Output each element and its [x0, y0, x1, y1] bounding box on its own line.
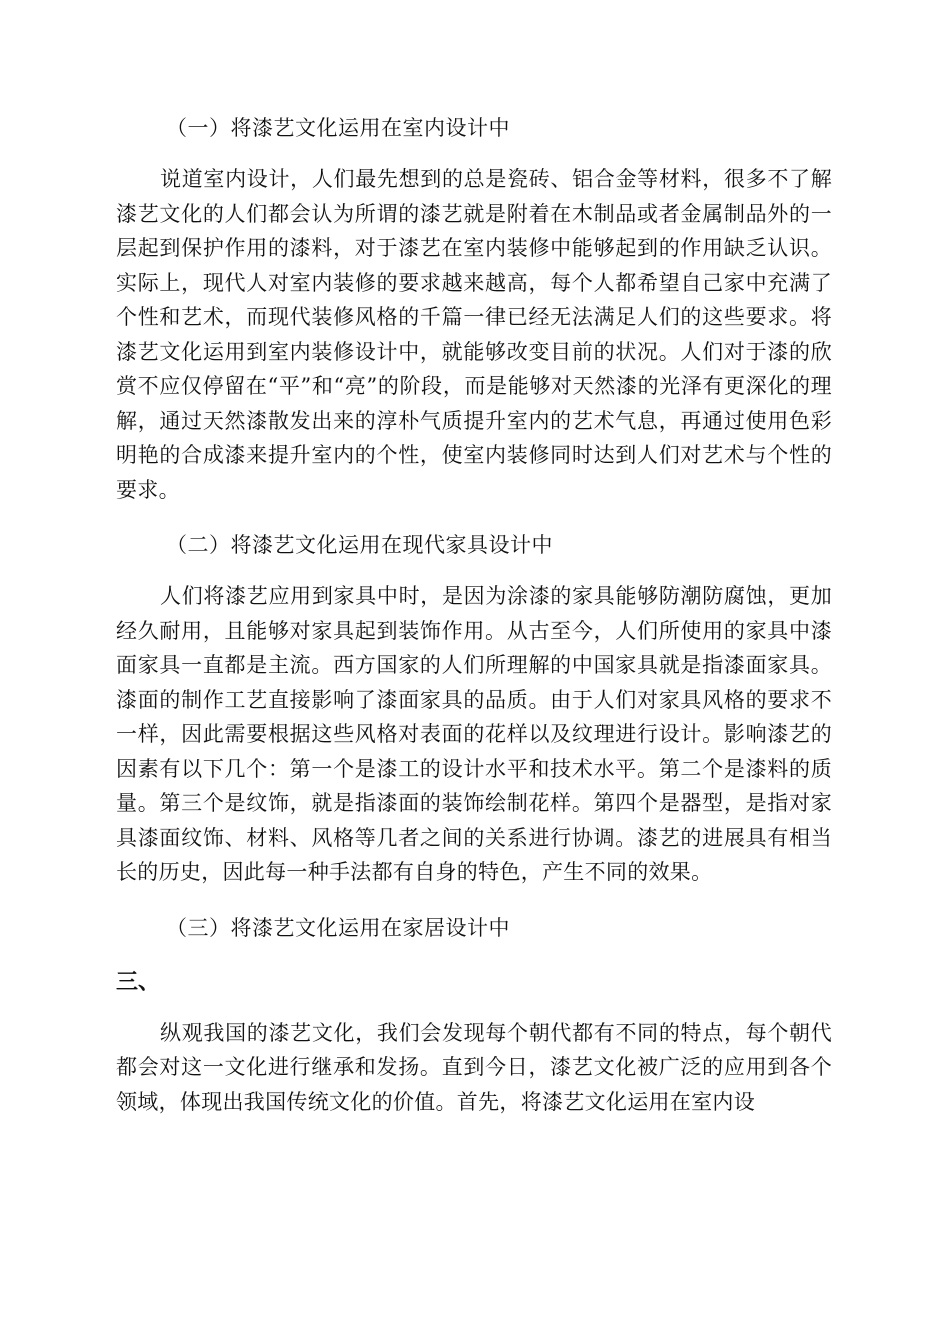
section-heading-3: （三）将漆艺文化运用在家居设计中 — [166, 915, 510, 940]
section-2-paragraph: 人们将漆艺应用到家具中时，是因为涂漆的家具能够防潮防腐蚀，更加经久耐用，且能够对家具起到装饰作用。从古至今，人们所使用的家具中漆面家具一直都是主流。西方国家的人们所理解的中国家具就是指漆面家具。漆面的制作工艺直接影响了漆面家具的品质。由于人们对家具风格的要求不一样，因此需要根据这些风格对表面的花样以及纹理进行设计。影响漆艺的因素有以下几个：第一个是漆工的设计水平和技术水平。第二个是漆料的质量。第三个是纹饰，就是指漆面的装饰绘制花样。第四个是器型，是指对家具漆面纹饰、材料、风格等几者之间的关系进行协调。漆艺的进展具有相当长的历史，因此每一种手法都有自身的特色，产生不同的效果。 — [116, 584, 832, 884]
section-heading-2: （二）将漆艺文化运用在现代家具设计中 — [166, 533, 553, 557]
part-three-heading: 三、 — [116, 968, 161, 995]
part-three-paragraph: 纵观我国的漆艺文化，我们会发现每个朝代都有不同的特点，每个朝代都会对这一文化进行继承和发扬。直到今日，漆艺文化被广泛的应用到各个领域，体现出我国传统文化的价值。首先，将漆艺文化运用在室内设 — [116, 1020, 832, 1114]
section-heading-1: （一）将漆艺文化运用在室内设计中 — [166, 116, 510, 140]
section-1-paragraph: 说道室内设计，人们最先想到的总是瓷砖、铝合金等材料，很多不了解漆艺文化的人们都会认为所谓的漆艺就是附着在木制品或者金属制品外的一层起到保护作用的漆料，对于漆艺在室内装修中能够起到的作用缺乏认识。实际上，现代人对室内装修的要求越来越高，每个人都希望自己家中充满了个性和艺术，而现代装修风格的千篇一律已经无法满足人们的这些要求。将漆艺文化运用到室内装修设计中，就能够改变目前的状况。人们对于漆的欣赏不应仅停留在“平”和“亮”的阶段，而是能够对天然漆的光泽有更深化的理解，通过天然漆散发出来的淳朴气质提升室内的艺术气息，再通过使用色彩明艳的合成漆来提升室内的个性，使室内装修同时达到人们对艺术与个性的要求。 — [116, 167, 832, 502]
